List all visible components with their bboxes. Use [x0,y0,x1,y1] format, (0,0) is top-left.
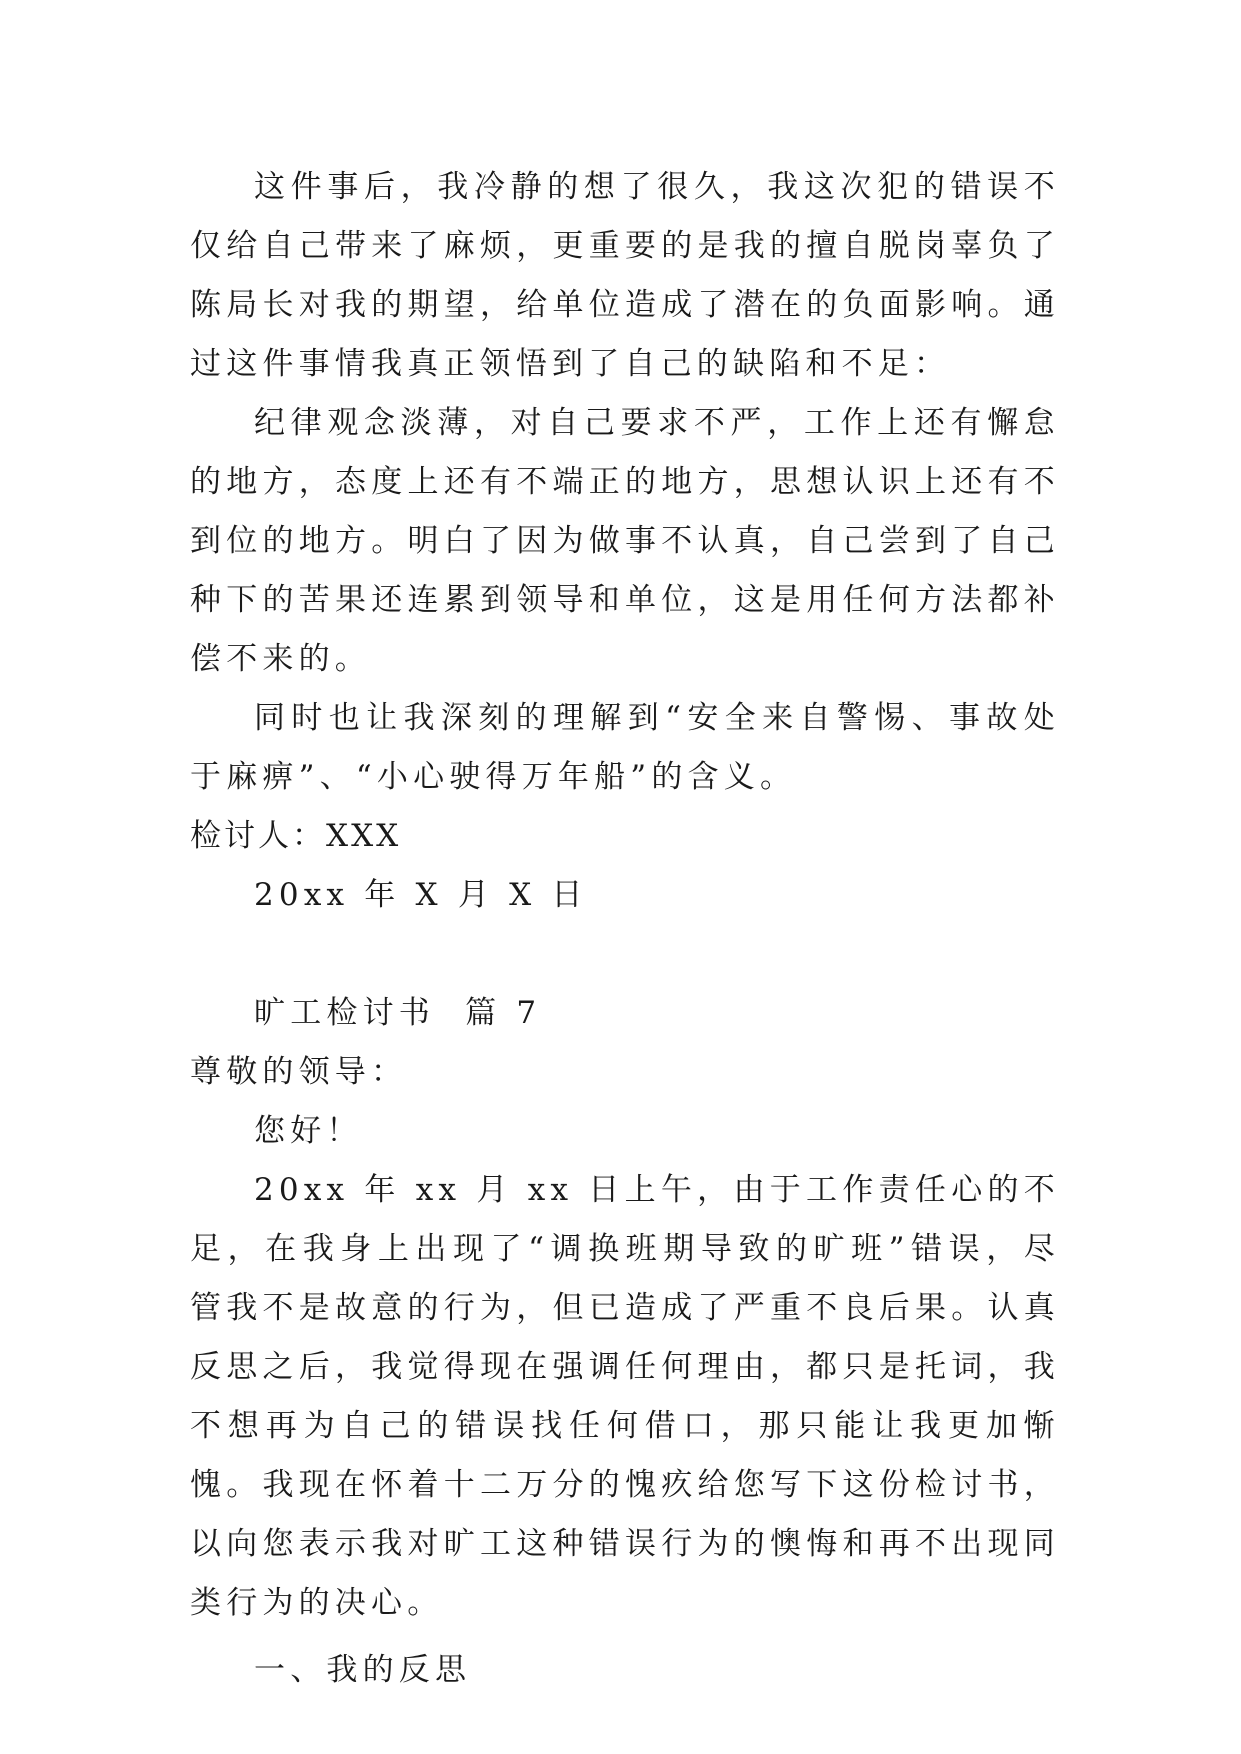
heading-reflection: 一、我的反思 [254,1652,472,1688]
section-gap [190,925,1060,984]
paragraph-shortcomings: 纪律观念淡薄，对自己要求不严，工作上还有懈怠的地方，态度上还有不端正的地方，思想认识上还有不到位的地方。明白了因为做事不认真，自己尝到了自己种下的苦果还连累到领导和单位，这是用任何方法都补偿不来的。 [190,405,1060,677]
document-body [190,158,1060,1700]
paragraph-apology: 20xx 年 xx 月 xx 日上午，由于工作责任心的不足，在我身上出现了“调换班期导致的旷班”错误，尽管我不是故意的行为，但已造成了严重不良后果。认真反思之后，我觉得现在强调任何理由，都只是托词，我不想再为自己的错误找任何借口，那只能让我更加惭愧。我现在怀着十二万分的愧疚给您写下这份检讨书，以向您表示我对旷工这种错误行为的懊悔和再不出现同类行为的决心。 [190,1172,1060,1621]
section-title: 旷工检讨书 篇 7 [254,995,542,1031]
paragraph-reflection: 这件事后，我冷静的想了很久，我这次犯的错误不仅给自己带来了麻烦，更重要的是我的擅自脱岗辜负了陈局长对我的期望，给单位造成了潜在的负面影响。通过这件事情我真正领悟到了自己的缺陷和不足： [190,169,1060,382]
date-line: 20xx 年 X 月 X 日 [254,877,588,913]
salutation: 尊敬的领导： [190,1054,408,1090]
signer-line: 检讨人：XXX [190,818,402,854]
greeting: 您好！ [254,1113,363,1149]
paragraph-understanding: 同时也让我深刻的理解到“安全来自警惕、事故处于麻痹”、“小心驶得万年船”的含义。 [190,700,1060,795]
